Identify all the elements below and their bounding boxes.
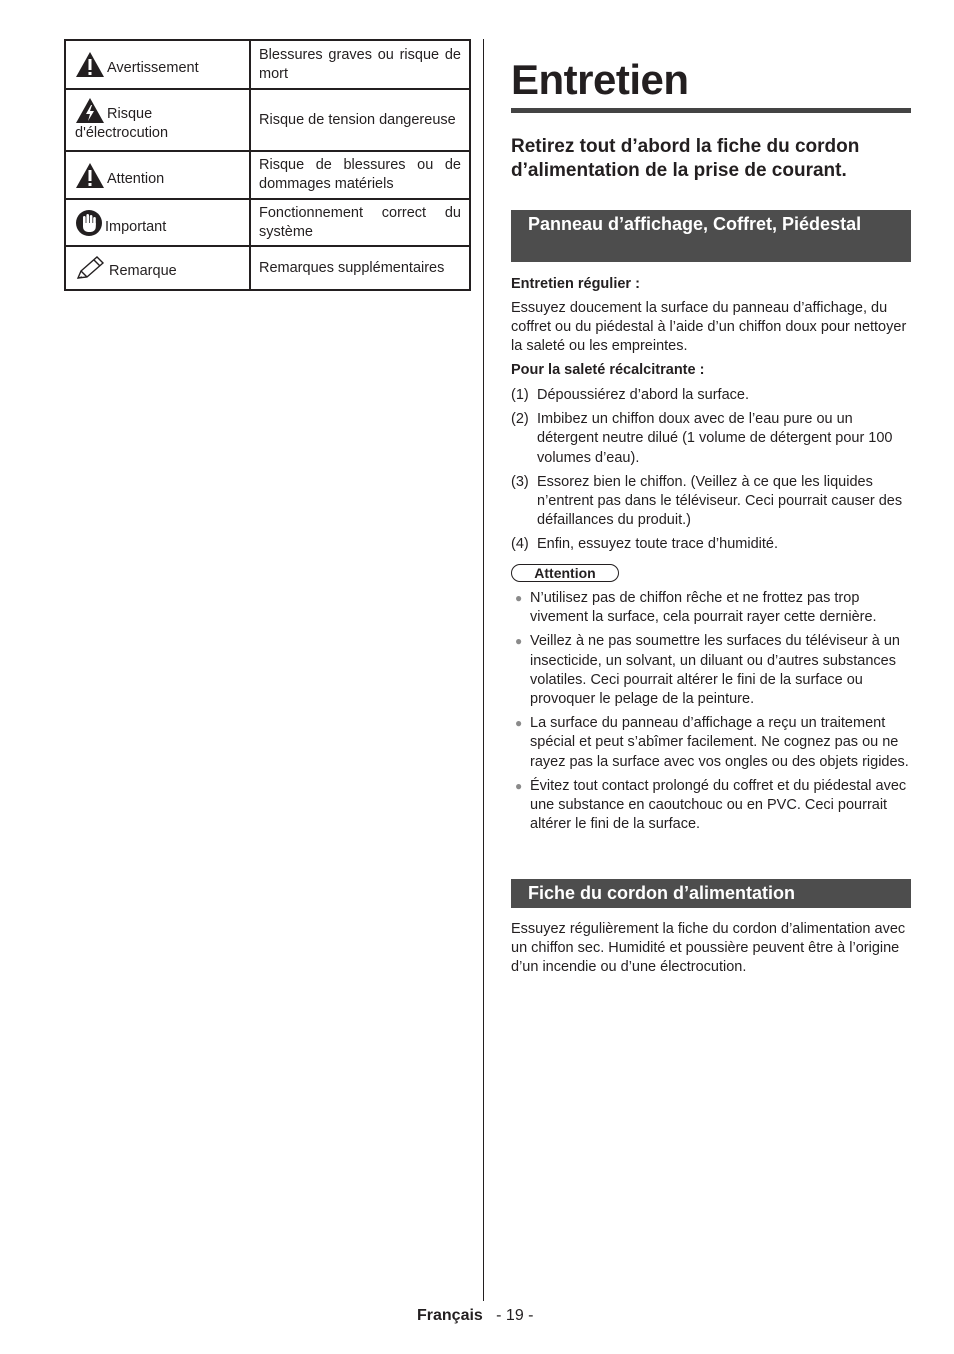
legend-description: Blessures graves ou risque de mort (250, 40, 470, 89)
bullet-icon: ● (515, 591, 523, 605)
attention-badge: Attention (511, 564, 619, 582)
list-item: (3) Essorez bien le chiffon. (Veillez à ce que les liquides n’entrent pas dans le téléviseur. Ceci pourrait causer des défaillances du produit.) (511, 473, 903, 529)
legend-description: Risque de blessures ou de dommages matériels (250, 151, 470, 199)
list-item: ● La surface du panneau d’affichage a reçu un traitement spécial et peut s’abîmer facilement. Ne cognez pas ou ne rayez pas la surface avec vos ongles ou des objets rigides. (511, 714, 913, 772)
regular-maintenance-text: Essuyez doucement la surface du panneau d’affichage, du coffret ou du piédestal à l’aide d’un chiffon doux pour nettoyer la saleté ou les empreintes. (511, 300, 907, 355)
cleaning-steps (511, 386, 911, 560)
list-item: (4) Enfin, essuyez toute trace d’humidité. (511, 536, 778, 553)
list-item: ● Évitez tout contact prolongé du coffret et du piédestal avec une substance en caoutchouc ou en PVC. Ceci pourrait altérer le fini de la surface. (511, 777, 913, 835)
symbol-legend-table (64, 39, 471, 291)
legend-row-important (65, 199, 470, 246)
section-heading-panel: Panneau d’affichage, Coffret, Piédestal (511, 210, 911, 262)
bullet-icon: ● (515, 634, 523, 649)
legend-description: Fonctionnement correct du système (250, 199, 470, 246)
power-plug-text: Essuyez régulièrement la fiche du cordon d’alimentation avec un chiffon sec. Humidité et poussière peuvent être à l’origine d’un incendie ou d’une électrocution. (511, 921, 906, 976)
list-item: ● Veillez à ne pas soumettre les surfaces du téléviseur à un insecticide, un solvant, un diluant ou d’autres substances volatiles. Ceci pourrait altérer le fini de la surface ou provoquer le pelage de la peinture. (511, 632, 913, 709)
legend-label: Avertissement (107, 60, 199, 76)
page-footer (417, 1306, 534, 1326)
legend-label: Risque d'électrocution (75, 106, 169, 141)
legend-row-avertissement (65, 40, 470, 89)
legend-row-electrocution (65, 89, 470, 151)
list-item: (2) Imbibez un chiffon doux avec de l’eau pure ou un détergent neutre dilué (1 volume de détergent pour 100 volumes d’eau). (511, 411, 893, 466)
legend-row-remarque (65, 246, 470, 290)
list-item: (1) Dépoussiérez d’abord la surface. (511, 387, 749, 403)
legend-label: Remarque (109, 263, 177, 279)
section-heading-power-plug: Fiche du cordon d’alimentation (511, 879, 911, 908)
bullet-icon: ● (515, 778, 523, 793)
legend-row-attention (65, 151, 470, 199)
pencil-icon (75, 255, 107, 281)
lead-instruction: Retirez tout d’abord la fiche du cordon d’alimentation de la prise de courant. (511, 136, 860, 181)
page-number: - 19 - (496, 1307, 534, 1324)
regular-maintenance-label: Entretien régulier : (511, 276, 640, 292)
page-title: Entretien (511, 56, 689, 103)
legend-description: Remarques supplémentaires (250, 246, 470, 290)
footer-language: Français (417, 1307, 483, 1324)
bullet-icon: ● (515, 716, 523, 731)
hand-stop-icon (75, 209, 103, 237)
legend-label: Attention (107, 170, 165, 187)
legend-label: Important (105, 218, 167, 235)
electric-shock-icon (75, 97, 105, 124)
legend-description: Risque de tension dangereuse (250, 89, 470, 151)
list-item: ● N’utilisez pas de chiffon rêche et ne frottez pas trop vivement la surface, cela pourrait rayer cette dernière. (511, 589, 913, 627)
title-rule (511, 108, 911, 113)
stubborn-dirt-label: Pour la saleté récalcitrante : (511, 362, 705, 378)
attention-bullets (511, 589, 913, 839)
column-divider (483, 39, 484, 1301)
caution-triangle-icon (75, 162, 105, 189)
warning-triangle-icon (75, 51, 105, 78)
